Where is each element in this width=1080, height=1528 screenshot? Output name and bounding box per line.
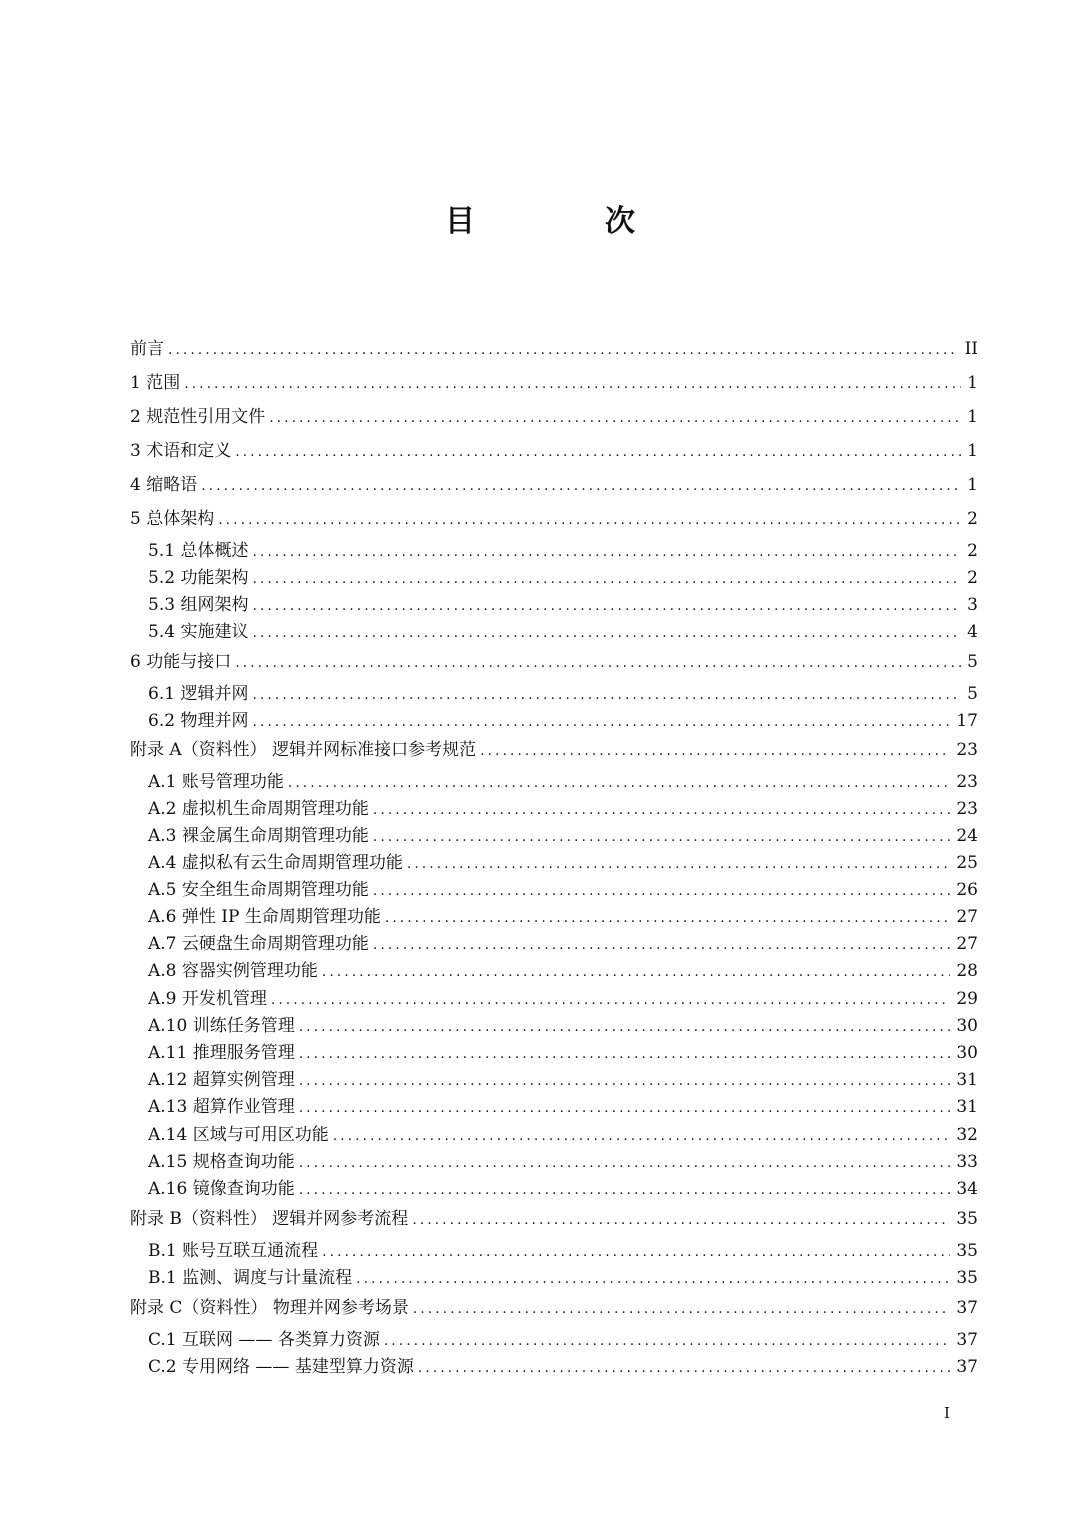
- toc-entry[interactable]: [148, 1015, 978, 1038]
- dot-leader: [252, 622, 961, 644]
- toc-entry[interactable]: [130, 651, 978, 674]
- toc-entry[interactable]: [130, 372, 978, 395]
- toc-entry-page-number: 25: [956, 853, 978, 873]
- dot-leader: [299, 1179, 951, 1201]
- toc-entry-label: 1 范围: [130, 373, 181, 393]
- toc-entry-label: A.4 虚拟私有云生命周期管理功能: [148, 853, 403, 873]
- toc-entry-page-number: 27: [956, 934, 978, 954]
- toc-entry[interactable]: [130, 508, 978, 531]
- toc-entry-page-number: 2: [967, 568, 978, 588]
- toc-entry-label: A.9 开发机管理: [148, 989, 267, 1009]
- dot-leader: [201, 475, 961, 497]
- toc-entry[interactable]: [148, 1329, 978, 1352]
- toc-entry[interactable]: [148, 1267, 978, 1290]
- dot-leader: [299, 1016, 951, 1038]
- toc-entry[interactable]: [148, 1240, 978, 1263]
- toc-entry[interactable]: [148, 879, 978, 902]
- toc-entry-page-number: 37: [956, 1330, 978, 1350]
- toc-entry-label: C.1 互联网 —— 各类算力资源: [148, 1330, 380, 1350]
- toc-entry-label: 5 总体架构: [130, 509, 215, 529]
- toc-entry[interactable]: [148, 1178, 978, 1201]
- toc-entry[interactable]: [148, 825, 978, 848]
- toc-entry-page-number: 30: [956, 1016, 978, 1036]
- dot-leader: [322, 961, 950, 983]
- toc-entry[interactable]: [130, 739, 978, 762]
- toc-entry[interactable]: [148, 960, 978, 983]
- toc-entry-label: A.2 虚拟机生命周期管理功能: [148, 799, 369, 819]
- toc-entry[interactable]: [148, 906, 978, 929]
- toc-entry-page-number: II: [964, 339, 978, 359]
- dot-leader: [269, 407, 961, 429]
- toc-entry-page-number: 35: [956, 1209, 978, 1229]
- toc-entry-page-number: 35: [956, 1241, 978, 1261]
- dot-leader: [252, 568, 961, 590]
- toc-entry-label: A.1 账号管理功能: [148, 772, 284, 792]
- toc-entry-page-number: 1: [967, 373, 978, 393]
- toc-entry[interactable]: [148, 1042, 978, 1065]
- toc-entry-label: 附录 A（资料性） 逻辑并网标准接口参考规范: [130, 740, 477, 760]
- toc-entry-label: 5.3 组网架构: [148, 595, 249, 615]
- toc-entry-page-number: 5: [967, 652, 978, 672]
- dot-leader: [299, 1152, 951, 1174]
- dot-leader: [373, 880, 950, 902]
- toc-entry-page-number: 2: [967, 509, 978, 529]
- toc-entry-label: 5.1 总体概述: [148, 541, 249, 561]
- toc-entry-label: A.8 容器实例管理功能: [148, 961, 318, 981]
- toc-entry-page-number: 1: [967, 407, 978, 427]
- dot-leader: [288, 772, 950, 794]
- toc-entry-page-number: 28: [956, 961, 978, 981]
- toc-entry-page-number: 23: [956, 740, 978, 760]
- toc-entry-label: A.13 超算作业管理: [148, 1097, 295, 1117]
- toc-entry-page-number: 3: [967, 595, 978, 615]
- toc-entry-page-number: 31: [956, 1070, 978, 1090]
- toc-entry-label: A.14 区域与可用区功能: [148, 1125, 329, 1145]
- toc-entry-label: A.10 训练任务管理: [148, 1016, 295, 1036]
- dot-leader: [252, 541, 961, 563]
- toc-entry-page-number: 23: [956, 772, 978, 792]
- toc-entry-page-number: 30: [956, 1043, 978, 1063]
- toc-entry[interactable]: [148, 1096, 978, 1119]
- toc-entry-label: A.16 镜像查询功能: [148, 1179, 295, 1199]
- toc-entry[interactable]: [130, 338, 978, 361]
- toc-entry-label: 附录 B（资料性） 逻辑并网参考流程: [130, 1209, 409, 1229]
- toc-entry[interactable]: [148, 621, 978, 644]
- toc-entry-page-number: 32: [956, 1125, 978, 1145]
- toc-entry[interactable]: [148, 852, 978, 875]
- dot-leader: [299, 1043, 951, 1065]
- toc-entry-label: 6.2 物理并网: [148, 711, 249, 731]
- dot-leader: [218, 509, 961, 531]
- toc-entry-page-number: 23: [956, 799, 978, 819]
- toc-entry-page-number: 4: [967, 622, 978, 642]
- toc-entry-label: A.11 推理服务管理: [148, 1043, 295, 1063]
- dot-leader: [373, 799, 950, 821]
- toc-entry[interactable]: [148, 1151, 978, 1174]
- dot-leader: [333, 1125, 951, 1147]
- toc-entry-label: 附录 C（资料性） 物理并网参考场景: [130, 1298, 409, 1318]
- dot-leader: [418, 1357, 951, 1379]
- toc-entry[interactable]: [148, 933, 978, 956]
- toc-entry-label: B.1 账号互联互通流程: [148, 1241, 319, 1261]
- toc-entry-page-number: 1: [967, 475, 978, 495]
- toc-entry[interactable]: [130, 1208, 978, 1231]
- toc-entry-label: 5.4 实施建议: [148, 622, 249, 642]
- toc-entry[interactable]: [130, 1297, 978, 1320]
- toc-entry-label: 4 缩略语: [130, 475, 198, 495]
- toc-entry-label: 6 功能与接口: [130, 652, 232, 672]
- dot-leader: [252, 595, 961, 617]
- dot-leader: [252, 711, 950, 733]
- toc-entry-label: A.7 云硬盘生命周期管理功能: [148, 934, 369, 954]
- dot-leader: [235, 441, 961, 463]
- dot-leader: [480, 740, 950, 762]
- toc-entry-label: C.2 专用网络 —— 基建型算力资源: [148, 1357, 414, 1377]
- toc-entry-page-number: 17: [956, 711, 978, 731]
- toc-entry[interactable]: [130, 440, 978, 463]
- dot-leader: [385, 907, 950, 929]
- dot-leader: [373, 826, 950, 848]
- toc-entry[interactable]: [148, 1069, 978, 1092]
- dot-leader: [299, 1070, 951, 1092]
- toc-entry[interactable]: [148, 540, 978, 563]
- toc-entry[interactable]: [148, 594, 978, 617]
- toc-entry-page-number: 27: [956, 907, 978, 927]
- toc-entry[interactable]: [148, 1356, 978, 1379]
- toc-entry-page-number: 5: [967, 684, 978, 704]
- toc-entry-label: A.6 弹性 IP 生命周期管理功能: [148, 907, 381, 927]
- dot-leader: [235, 652, 961, 674]
- toc-entry-page-number: 37: [956, 1298, 978, 1318]
- toc-entry[interactable]: [130, 474, 978, 497]
- toc-entry-label: A.3 裸金属生命周期管理功能: [148, 826, 369, 846]
- toc-entry[interactable]: [148, 710, 978, 733]
- toc-entry-page-number: 34: [956, 1179, 978, 1199]
- dot-leader: [373, 934, 950, 956]
- dot-leader: [322, 1241, 950, 1263]
- toc-entry-label: A.15 规格查询功能: [148, 1152, 295, 1172]
- dot-leader: [384, 1330, 951, 1352]
- dot-leader: [168, 339, 959, 361]
- toc-entry-page-number: 37: [956, 1357, 978, 1377]
- dot-leader: [356, 1268, 950, 1290]
- toc-entry[interactable]: [148, 567, 978, 590]
- toc-entry-label: B.1 监测、调度与计量流程: [148, 1268, 353, 1288]
- toc-entry-label: A.12 超算实例管理: [148, 1070, 295, 1090]
- toc-entry-label: A.5 安全组生命周期管理功能: [148, 880, 369, 900]
- toc-entry-page-number: 2: [967, 541, 978, 561]
- toc-entry[interactable]: [148, 798, 978, 821]
- toc-entry[interactable]: [148, 1124, 978, 1147]
- toc-entry-label: 前言: [130, 339, 164, 359]
- dot-leader: [184, 373, 961, 395]
- dot-leader: [413, 1298, 951, 1320]
- toc-entry[interactable]: [148, 771, 978, 794]
- toc-entry-page-number: 24: [956, 826, 978, 846]
- page-title: 目 次: [445, 204, 685, 239]
- toc-entry-label: 3 术语和定义: [130, 441, 232, 461]
- toc-entry-page-number: 33: [956, 1152, 978, 1172]
- dot-leader: [252, 684, 961, 706]
- toc-entry[interactable]: [148, 683, 978, 706]
- toc-entry-page-number: 29: [956, 989, 978, 1009]
- dot-leader: [271, 989, 950, 1011]
- toc-entry-label: 5.2 功能架构: [148, 568, 249, 588]
- toc-entry-label: 2 规范性引用文件: [130, 407, 266, 427]
- toc-entry[interactable]: [130, 406, 978, 429]
- page-number-footer: I: [944, 1404, 950, 1422]
- dot-leader: [412, 1209, 950, 1231]
- dot-leader: [299, 1097, 951, 1119]
- dot-leader: [407, 853, 950, 875]
- toc-entry-label: 6.1 逻辑并网: [148, 684, 249, 704]
- toc-entry-page-number: 26: [956, 880, 978, 900]
- toc-entry-page-number: 1: [967, 441, 978, 461]
- toc-entry-page-number: 35: [956, 1268, 978, 1288]
- toc-entry[interactable]: [148, 988, 978, 1011]
- toc-entry-page-number: 31: [956, 1097, 978, 1117]
